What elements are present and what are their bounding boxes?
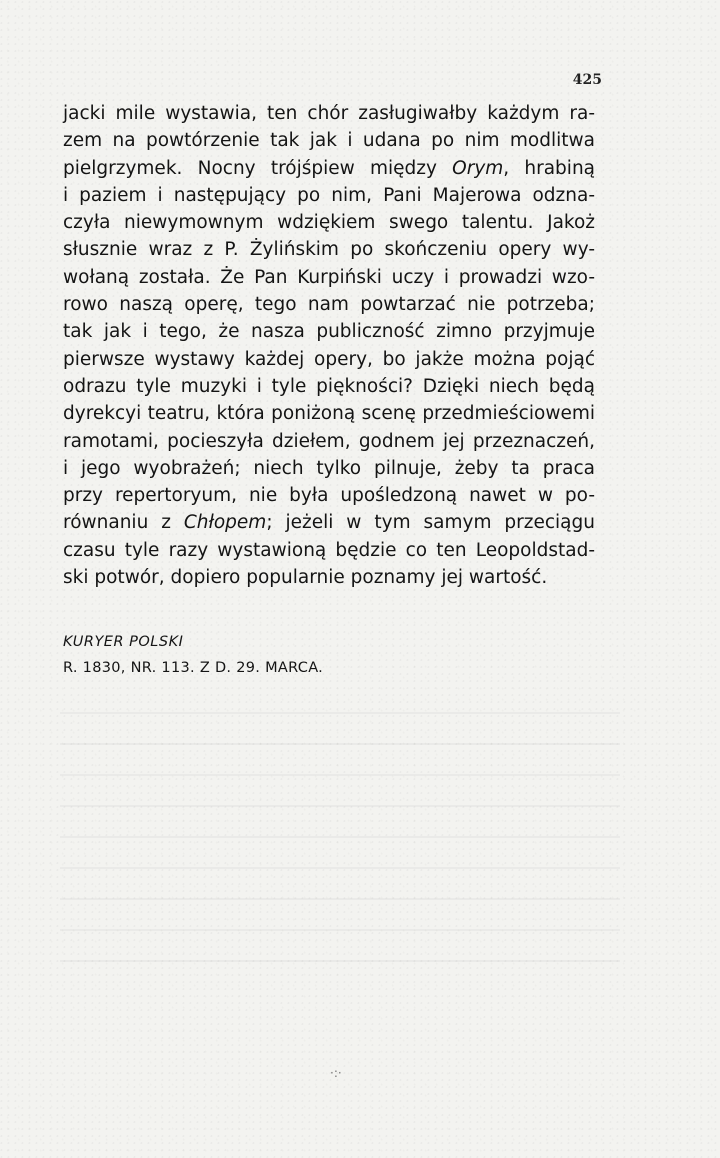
- journal-name: KURYER POLSKI: [63, 634, 184, 650]
- italic-title: Chłopem: [183, 512, 267, 534]
- page-number: 425: [572, 72, 602, 88]
- source-citation: [63, 634, 563, 676]
- body-line: i paziem i następujący po nim, Pani Majerowa odzna-: [63, 184, 595, 206]
- body-line: czyła niewymownym wdziękiem swego talentu. Jakoż: [63, 212, 595, 234]
- italic-title: Orym: [452, 157, 504, 179]
- body-line: dyrekcyi teatru, która poniżoną scenę przedmieściowemi: [63, 403, 595, 425]
- body-line: i jego wyobrażeń; niech tylko pilnuje, żeby ta praca: [63, 457, 595, 479]
- body-line: rowo naszą operę, tego nam powtarzać nie potrzeba;: [63, 294, 595, 316]
- body-line: pielgrzymek. Nocny trójśpiew między Orym, hrabiną: [63, 157, 596, 179]
- body-text: [63, 100, 595, 591]
- issue-info: R. 1830, NR. 113. Z D. 29. MARCA.: [63, 660, 324, 676]
- body-line: ramotami, pocieszyła dziełem, godnem jej przeznaczeń,: [63, 430, 595, 452]
- body-line: odrazu tyle muzyki i tyle piękności? Dzięki niech będą: [63, 375, 595, 397]
- body-line: pierwsze wystawy każdej opery, bo jakże można pojąć: [63, 348, 595, 370]
- body-line: ski potwór, dopiero popularnie poznamy jej wartość.: [63, 567, 548, 589]
- body-line: wołaną została. Że Pan Kurpiński uczy i prowadzi wzo-: [63, 266, 595, 288]
- body-line: słusznie wraz z P. Żylińskim po skończeniu opery wy-: [63, 239, 595, 261]
- scan-mark: ·:·: [330, 1066, 342, 1080]
- body-line: zem na powtórzenie tak jak i udana po nim modlitwa: [63, 130, 595, 152]
- body-line: równaniu z Chłopem; jeżeli w tym samym przeciągu: [63, 512, 595, 534]
- show-through-text: [60, 690, 620, 990]
- body-line: tak jak i tego, że nasza publiczność zimno przyjmuje: [63, 321, 595, 343]
- body-line: czasu tyle razy wystawioną będzie co ten Leopoldstad-: [63, 539, 595, 561]
- body-line: jacki mile wystawia, ten chór zasługiwałby każdym ra-: [63, 103, 595, 124]
- body-line: przy repertoryum, nie była upośledzoną nawet w po-: [63, 485, 595, 507]
